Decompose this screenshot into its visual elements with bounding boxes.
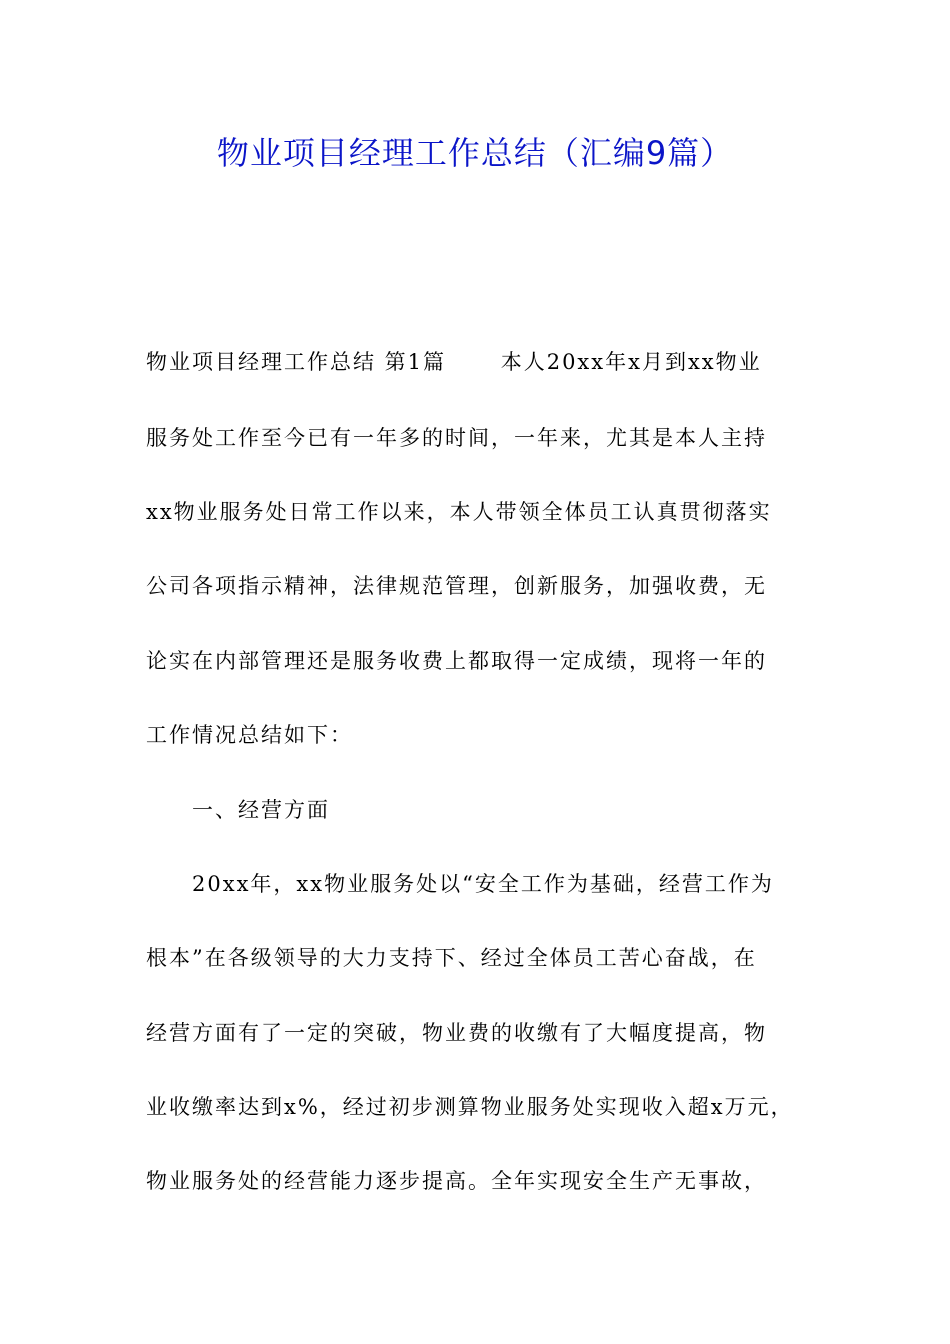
text-line: 公司各项指示精神，法律规范管理，创新服务，加强收费，无 xyxy=(146,574,767,598)
text-line: 根本”在各级领导的大力支持下、经过全体员工苦心奋战，在 xyxy=(146,946,757,970)
text-line: 20xx年，xx物业服务处以“安全工作为基础，经营工作为 xyxy=(146,872,774,896)
section-heading: 一、经营方面 xyxy=(146,798,330,822)
text-line: 工作情况总结如下： xyxy=(146,723,353,747)
text-line: 论实在内部管理还是服务收费上都取得一定成绩，现将一年的 xyxy=(146,649,767,673)
text-line: 经营方面有了一定的突破，物业费的收缴有了大幅度提高，物 xyxy=(146,1021,767,1045)
text-line: 业收缴率达到x%，经过初步测算物业服务处实现收入超x万元， xyxy=(146,1095,794,1119)
text-line: 物业项目经理工作总结 第1篇 本人20xx年x月到xx物业 xyxy=(146,350,762,374)
text-line: xx物业服务处日常工作以来，本人带领全体员工认真贯彻落实 xyxy=(146,500,772,524)
document-title: 物业项目经理工作总结（汇编9篇） xyxy=(216,134,734,172)
text-line: 物业服务处的经营能力逐步提高。全年实现安全生产无事故， xyxy=(146,1169,767,1193)
text-line: 服务处工作至今已有一年多的时间，一年来，尤其是本人主持 xyxy=(146,426,767,450)
